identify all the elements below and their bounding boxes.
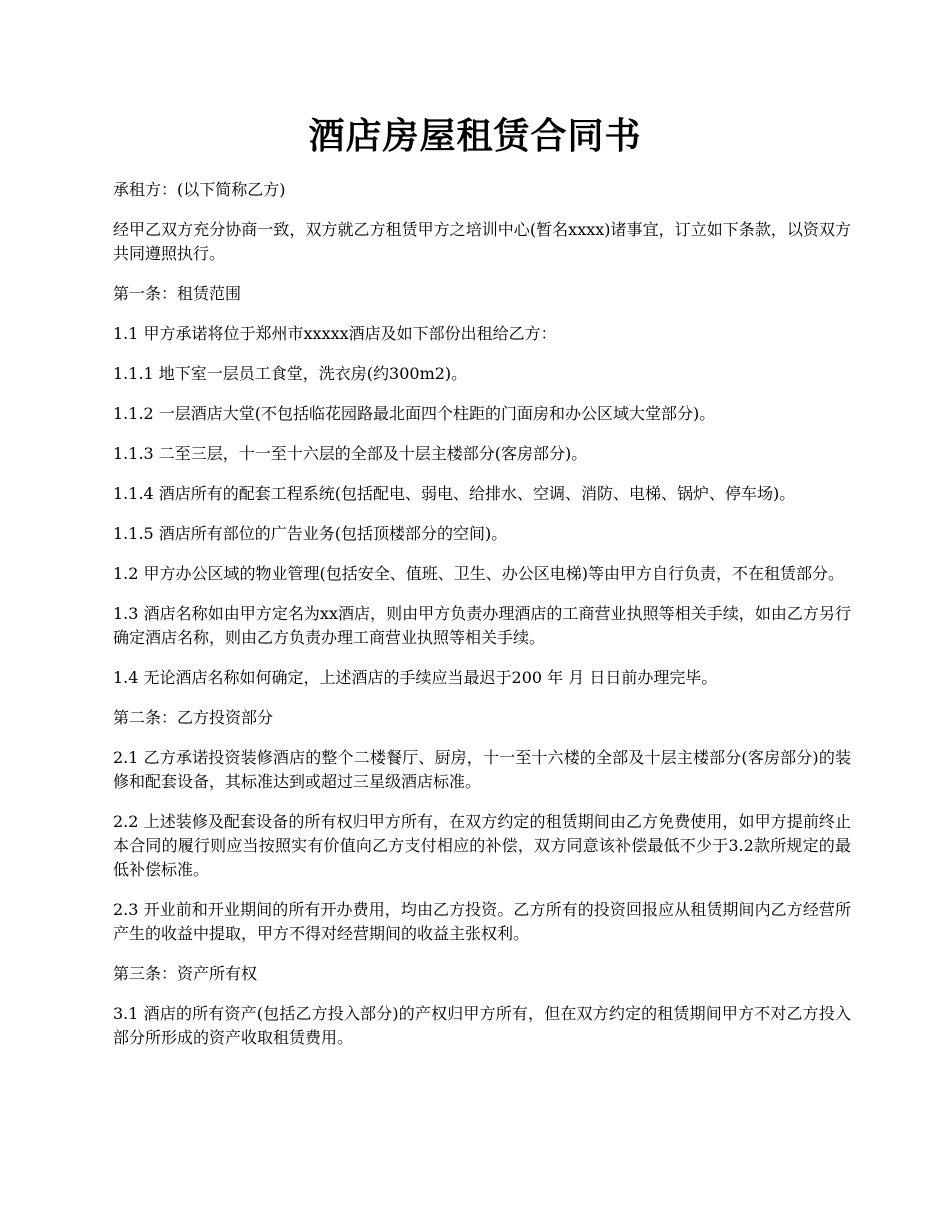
document-body xyxy=(113,178,851,1066)
section-heading-2: 第二条：乙方投资部分 xyxy=(113,708,274,727)
clause-3-1: 3.1 酒店的所有资产(包括乙方投入部分)的产权归甲方所有，但在双方约定的租赁期间甲方不对乙方投入部分所形成的资产收取租赁费用。 xyxy=(113,1004,851,1047)
clause-1-1-2: 1.1.2 一层酒店大堂(不包括临花园路最北面四个柱距的门面房和办公区域大堂部分)。 xyxy=(113,404,716,423)
paragraph-lessee: 承租方：(以下简称乙方) xyxy=(113,180,286,199)
clause-1-4: 1.4 无论酒店名称如何确定，上述酒店的手续应当最迟于200 年 月 日日前办理完毕。 xyxy=(113,668,718,687)
clause-1-1-1: 1.1.1 地下室一层员工食堂，洗衣房(约300m2)。 xyxy=(113,364,468,383)
section-heading-3: 第三条：资产所有权 xyxy=(113,964,258,983)
clause-1-3: 1.3 酒店名称如由甲方定名为xx酒店，则由甲方负责办理酒店的工商营业执照等相关手续，如由乙方另行确定酒店名称，则由乙方负责办理工商营业执照等相关手续。 xyxy=(113,604,851,647)
clause-1-1-3: 1.1.3 二至三层，十一至十六层的全部及十层主楼部分(客房部分)。 xyxy=(113,444,588,463)
clause-1-1-5: 1.1.5 酒店所有部位的广告业务(包括顶楼部分的空间)。 xyxy=(113,524,508,543)
document-title: 酒店房屋租赁合同书 xyxy=(308,115,642,157)
clause-1-1: 1.1 甲方承诺将位于郑州市xxxxx酒店及如下部份出租给乙方： xyxy=(113,324,557,343)
clause-2-3: 2.3 开业前和开业期间的所有开办费用，均由乙方投资。乙方所有的投资回报应从租赁期间内乙方经营所产生的收益中提取，甲方不得对经营期间的收益主张权利。 xyxy=(113,900,851,943)
clause-1-1-4: 1.1.4 酒店所有的配套工程系统(包括配电、弱电、给排水、空调、消防、电梯、锅炉、停车场)。 xyxy=(113,484,796,503)
clause-2-1: 2.1 乙方承诺投资装修酒店的整个二楼餐厅、厨房，十一至十六楼的全部及十层主楼部分(客房部分)的装修和配套设备，其标准达到或超过三星级酒店标准。 xyxy=(113,748,851,791)
paragraph-preamble: 经甲乙双方充分协商一致，双方就乙方租赁甲方之培训中心(暂名xxxx)诸事宜，订立如下条款，以资双方共同遵照执行。 xyxy=(113,220,851,263)
clause-2-2: 2.2 上述装修及配套设备的所有权归甲方所有，在双方约定的租赁期间由乙方免费使用，如甲方提前终止本合同的履行则应当按照实有价值向乙方支付相应的补偿，双方同意该补偿最低不少于3.2款所规定的最低补偿标准。 xyxy=(113,812,851,879)
section-heading-1: 第一条：租赁范围 xyxy=(113,284,242,303)
clause-1-2: 1.2 甲方办公区域的物业管理(包括安全、值班、卫生、办公区电梯)等由甲方自行负责，不在租赁部分。 xyxy=(113,564,845,583)
